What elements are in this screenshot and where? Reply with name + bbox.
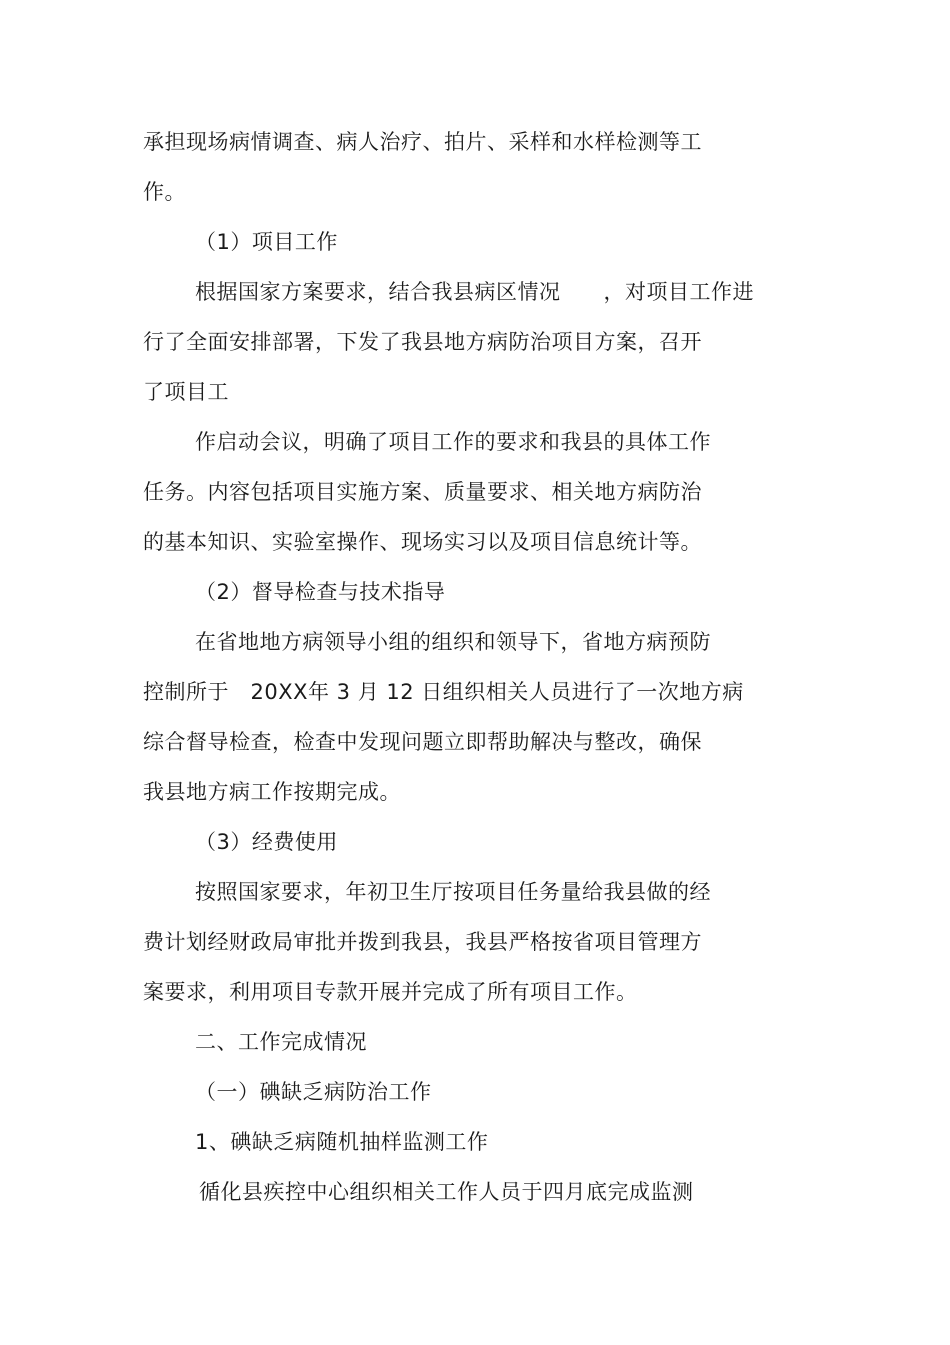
paragraph-line: 按照国家要求，年初卫生厅按项目任务量给我县做的经 — [195, 880, 711, 904]
paragraph-line: 循化县疾控中心组织相关工作人员于四月底完成监测 — [199, 1180, 694, 1204]
section-heading: （3）经费使用 — [195, 830, 338, 854]
paragraph-line: 任务。内容包括项目实施方案、质量要求、相关地方病防治 — [143, 480, 702, 504]
paragraph-line: 控制所于 20XX年 3 月 12 日组织相关人员进行了一次地方病 — [143, 680, 744, 704]
paragraph-line: 根据国家方案要求，结合我县病区情况 ，对项目工作进 — [195, 280, 754, 304]
paragraph-line: 承担现场病情调查、病人治疗、拍片、采样和水样检测等工 — [143, 130, 702, 154]
paragraph-line: 在省地地方病领导小组的组织和领导下，省地方病预防 — [195, 630, 711, 654]
paragraph-line: 费计划经财政局审批并拨到我县，我县严格按省项目管理方 — [143, 930, 702, 954]
section-heading: 1、碘缺乏病随机抽样监测工作 — [195, 1130, 489, 1154]
paragraph-line: 作。 — [143, 180, 186, 204]
paragraph-line: 我县地方病工作按期完成。 — [143, 780, 401, 804]
section-heading: （1）项目工作 — [195, 230, 338, 254]
section-heading: （2）督导检查与技术指导 — [195, 580, 446, 604]
paragraph-line: 案要求，利用项目专款开展并完成了所有项目工作。 — [143, 980, 638, 1004]
paragraph-line: 行了全面安排部署，下发了我县地方病防治项目方案，召开 — [143, 330, 702, 354]
paragraph-line: 了项目工 — [143, 380, 229, 404]
section-heading: 二、工作完成情况 — [195, 1030, 367, 1054]
paragraph-line: 作启动会议，明确了项目工作的要求和我县的具体工作 — [195, 430, 711, 454]
section-heading: （一）碘缺乏病防治工作 — [195, 1080, 432, 1104]
paragraph-line: 综合督导检查，检查中发现问题立即帮助解决与整改，确保 — [143, 730, 702, 754]
paragraph-line: 的基本知识、实验室操作、现场实习以及项目信息统计等。 — [143, 530, 702, 554]
